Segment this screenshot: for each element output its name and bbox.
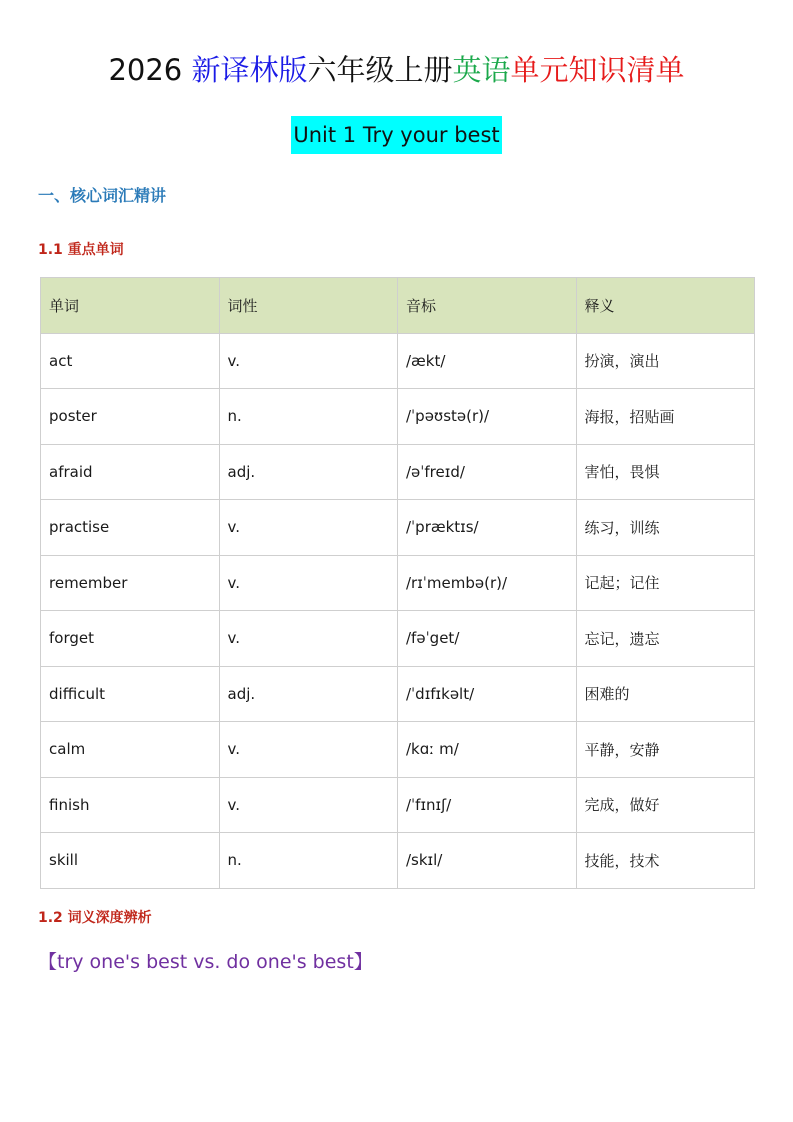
cell-phonetic: /skɪl/ <box>398 833 577 889</box>
column-header-word: 单词 <box>41 278 220 334</box>
cell-phonetic: /fəˈget/ <box>398 611 577 667</box>
cell-word: calm <box>41 722 220 778</box>
column-header-meaning: 释义 <box>576 278 755 334</box>
cell-part-of-speech: n. <box>219 389 398 445</box>
unit-title-wrapper <box>0 116 793 154</box>
cell-phonetic: /ˈpəʊstə(r)/ <box>398 389 577 445</box>
table-row <box>41 333 755 389</box>
title-suffix: 单元知识清单 <box>510 53 685 87</box>
cell-word: practise <box>41 500 220 556</box>
vocabulary-table <box>40 277 755 889</box>
table-row <box>41 777 755 833</box>
table-row <box>41 666 755 722</box>
cell-meaning: 海报，招贴画 <box>576 389 755 445</box>
column-header-part-of-speech: 词性 <box>219 278 398 334</box>
cell-part-of-speech: v. <box>219 777 398 833</box>
document-title <box>0 50 793 90</box>
table-row <box>41 611 755 667</box>
cell-word: act <box>41 333 220 389</box>
cell-word: afraid <box>41 444 220 500</box>
cell-meaning: 忘记，遗忘 <box>576 611 755 667</box>
cell-phonetic: /kɑː m/ <box>398 722 577 778</box>
table-row <box>41 389 755 445</box>
cell-word: remember <box>41 555 220 611</box>
cell-phonetic: /rɪˈmembə(r)/ <box>398 555 577 611</box>
cell-meaning: 记起；记住 <box>576 555 755 611</box>
cell-meaning: 困难的 <box>576 666 755 722</box>
sub-heading-key-words: 1.1 重点单词 <box>38 242 124 258</box>
title-year: 2026 <box>108 53 192 87</box>
title-grade: 六年级上册 <box>307 53 453 87</box>
cell-part-of-speech: adj. <box>219 444 398 500</box>
section-heading-vocabulary: 一、核心词汇精讲 <box>38 186 167 205</box>
cell-word: skill <box>41 833 220 889</box>
comparison-title: 【try one's best vs. do one's best】 <box>38 951 373 973</box>
cell-phonetic: /ækt/ <box>398 333 577 389</box>
cell-part-of-speech: n. <box>219 833 398 889</box>
table-row <box>41 500 755 556</box>
title-edition: 新译林版 <box>191 53 308 87</box>
cell-meaning: 扮演，演出 <box>576 333 755 389</box>
sub-heading-word-analysis: 1.2 词义深度辨析 <box>38 910 152 926</box>
cell-word: poster <box>41 389 220 445</box>
column-header-phonetic: 音标 <box>398 278 577 334</box>
cell-word: forget <box>41 611 220 667</box>
cell-meaning: 完成，做好 <box>576 777 755 833</box>
cell-part-of-speech: v. <box>219 333 398 389</box>
cell-phonetic: /ˈfɪnɪʃ/ <box>398 777 577 833</box>
cell-phonetic: /ˈdɪfɪkəlt/ <box>398 666 577 722</box>
table-header-row <box>41 278 755 334</box>
cell-word: difficult <box>41 666 220 722</box>
unit-title: Unit 1 Try your best <box>291 116 501 154</box>
cell-part-of-speech: v. <box>219 611 398 667</box>
cell-part-of-speech: v. <box>219 722 398 778</box>
cell-part-of-speech: v. <box>219 555 398 611</box>
table-row <box>41 555 755 611</box>
cell-part-of-speech: v. <box>219 500 398 556</box>
cell-meaning: 练习，训练 <box>576 500 755 556</box>
cell-word: finish <box>41 777 220 833</box>
cell-phonetic: /ˈpræktɪs/ <box>398 500 577 556</box>
cell-meaning: 技能，技术 <box>576 833 755 889</box>
table-row <box>41 833 755 889</box>
cell-meaning: 害怕，畏惧 <box>576 444 755 500</box>
cell-part-of-speech: adj. <box>219 666 398 722</box>
cell-phonetic: /əˈfreɪd/ <box>398 444 577 500</box>
table-row <box>41 722 755 778</box>
title-subject: 英语 <box>452 53 511 87</box>
table-row <box>41 444 755 500</box>
cell-meaning: 平静，安静 <box>576 722 755 778</box>
